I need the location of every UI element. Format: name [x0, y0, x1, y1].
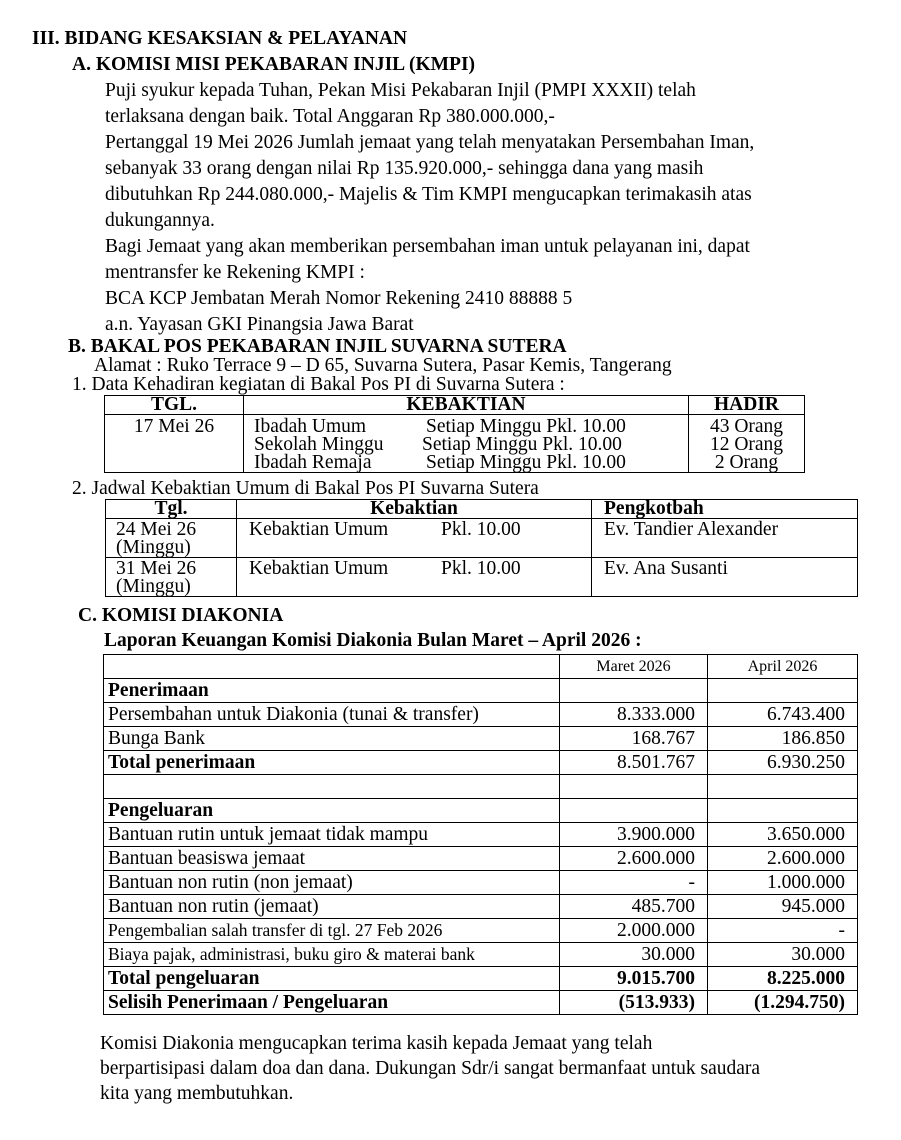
attendance-table: [104, 395, 805, 473]
attendance-header-date: TGL.: [105, 396, 244, 415]
finance-col-march: Maret 2026: [560, 655, 708, 679]
finance-row-label: Persembahan untuk Diakonia (tunai & transfer): [104, 703, 560, 727]
finance-value-march: 30.000: [560, 943, 708, 967]
bakal-pos-address: Alamat : Ruko Terrace 9 – D 65, Suvarna Sutera, Pasar Kemis, Tangerang: [94, 355, 672, 376]
finance-row: [104, 727, 858, 751]
finance-row: [104, 871, 858, 895]
service-name: Ibadah Umum: [254, 416, 367, 437]
service-name: Sekolah Minggu: [254, 434, 384, 455]
schedule-header-preacher: Pengkotbah: [592, 500, 858, 519]
finance-value-march: 8.501.767: [560, 751, 708, 775]
finance-value-march: -: [560, 871, 708, 895]
schedule-day: (Minggu): [116, 576, 191, 597]
schedule-time: Pkl. 10.00: [441, 519, 521, 540]
schedule-table: [105, 499, 858, 597]
finance-row: [104, 967, 858, 991]
finance-row-label: Pengeluaran: [104, 799, 560, 823]
finance-row: [104, 679, 858, 703]
finance-table: [103, 654, 858, 1015]
schedule-preacher: Ev. Tandier Alexander: [592, 519, 858, 558]
schedule-service: Kebaktian Umum: [249, 558, 389, 579]
kmpi-heading: A. KOMISI MISI PEKABARAN INJIL (KMPI): [72, 54, 476, 75]
schedule-date-cell: [106, 558, 237, 597]
schedule-date-cell: [106, 519, 237, 558]
finance-value-april: [708, 679, 858, 703]
finance-value-april: 6.743.400: [708, 703, 858, 727]
finance-value-march: 8.333.000: [560, 703, 708, 727]
attendance-count: 12 Orang: [709, 434, 784, 455]
schedule-service-cell: [237, 558, 592, 597]
finance-row: [104, 991, 858, 1015]
finance-value-april: 3.650.000: [708, 823, 858, 847]
finance-value-april: 6.930.250: [708, 751, 858, 775]
attendance-date: 17 Mei 26: [105, 415, 244, 473]
finance-row: [104, 823, 858, 847]
finance-value-april: -: [708, 919, 858, 943]
finance-row: [104, 919, 858, 943]
attendance-services: [244, 415, 689, 473]
service-name: Ibadah Remaja: [254, 452, 372, 473]
finance-row-label: Pengembalian salah transfer di tgl. 27 Feb 2026: [104, 919, 560, 943]
finance-row-label: Bantuan rutin untuk jemaat tidak mampu: [104, 823, 560, 847]
finance-value-april: [708, 775, 858, 799]
finance-row: [104, 799, 858, 823]
kmpi-line: mentransfer ke Rekening KMPI :: [105, 262, 365, 283]
finance-row-label: Bantuan non rutin (non jemaat): [104, 871, 560, 895]
attendance-header-service: KEBAKTIAN: [244, 396, 689, 415]
kmpi-line: Puji syukur kepada Tuhan, Pekan Misi Pekabaran Injil (PMPI XXXII) telah: [105, 80, 696, 101]
kmpi-line: sebanyak 33 orang dengan nilai Rp 135.920.000,- sehingga dana yang masih: [105, 158, 704, 179]
finance-row-label: Bunga Bank: [104, 727, 560, 751]
finance-value-march: 168.767: [560, 727, 708, 751]
schedule-day: (Minggu): [116, 537, 191, 558]
finance-value-april: 30.000: [708, 943, 858, 967]
schedule-date: 31 Mei 26: [116, 558, 197, 579]
finance-col-april: April 2026: [708, 655, 858, 679]
finance-value-march: 3.900.000: [560, 823, 708, 847]
schedule-service-cell: [237, 519, 592, 558]
schedule-preacher: Ev. Ana Susanti: [592, 558, 858, 597]
kmpi-line: Bagi Jemaat yang akan memberikan persembahan iman untuk pelayanan ini, dapat: [105, 236, 750, 257]
attendance-count: 43 Orang: [709, 416, 784, 437]
schedule-row: [106, 519, 858, 558]
finance-value-march: 485.700: [560, 895, 708, 919]
kmpi-line: BCA KCP Jembatan Merah Nomor Rekening 2410 88888 5: [105, 288, 573, 309]
service-time: Setiap Minggu Pkl. 10.00: [426, 416, 626, 437]
finance-header-row: [104, 655, 858, 679]
finance-value-april: 1.000.000: [708, 871, 858, 895]
kmpi-line: a.n. Yayasan GKI Pinangsia Jawa Barat: [105, 314, 414, 335]
finance-value-march: [560, 679, 708, 703]
schedule-row: [106, 558, 858, 597]
finance-value-april: [708, 799, 858, 823]
finance-row-label: Bantuan beasiswa jemaat: [104, 847, 560, 871]
finance-row-label: Penerimaan: [104, 679, 560, 703]
kmpi-line: dukungannya.: [105, 210, 215, 231]
finance-value-april: 2.600.000: [708, 847, 858, 871]
service-time: Setiap Minggu Pkl. 10.00: [426, 452, 626, 473]
schedule-caption: 2. Jadwal Kebaktian Umum di Bakal Pos PI Suvarna Sutera: [72, 478, 539, 499]
attendance-count: 2 Orang: [714, 452, 779, 473]
finance-value-march: (513.933): [560, 991, 708, 1015]
finance-row-label: Biaya pajak, administrasi, buku giro & materai bank: [104, 943, 560, 967]
finance-value-march: 2.000.000: [560, 919, 708, 943]
finance-row: [104, 703, 858, 727]
finance-row-label: [104, 775, 560, 799]
closing-line: berpartisipasi dalam doa dan dana. Dukungan Sdr/i sangat bermanfaat untuk saudara: [100, 1058, 761, 1079]
kmpi-line: terlaksana dengan baik. Total Anggaran Rp 380.000.000,-: [105, 106, 555, 127]
attendance-caption: 1. Data Kehadiran kegiatan di Bakal Pos PI di Suvarna Sutera :: [72, 374, 565, 395]
closing-line: kita yang membutuhkan.: [100, 1083, 294, 1104]
finance-header-blank: [104, 655, 560, 679]
finance-value-march: [560, 799, 708, 823]
attendance-header-count: HADIR: [689, 396, 805, 415]
kmpi-line: Pertanggal 19 Mei 2026 Jumlah jemaat yang telah menyatakan Persembahan Iman,: [105, 132, 755, 153]
finance-value-april: (1.294.750): [708, 991, 858, 1015]
finance-value-april: 8.225.000: [708, 967, 858, 991]
finance-value-march: 9.015.700: [560, 967, 708, 991]
finance-row-label: Bantuan non rutin (jemaat): [104, 895, 560, 919]
finance-row: [104, 751, 858, 775]
diakonia-report-title: Laporan Keuangan Komisi Diakonia Bulan Maret – April 2026 :: [104, 630, 642, 651]
finance-row-label: Total penerimaan: [104, 751, 560, 775]
finance-value-april: 945.000: [708, 895, 858, 919]
section-title: III. BIDANG KESAKSIAN & PELAYANAN: [32, 28, 408, 49]
diakonia-heading: C. KOMISI DIAKONIA: [78, 605, 284, 626]
service-time: Setiap Minggu Pkl. 10.00: [422, 434, 622, 455]
schedule-header-date: Tgl.: [106, 500, 237, 519]
finance-row: [104, 895, 858, 919]
schedule-date: 24 Mei 26: [116, 519, 197, 540]
attendance-counts: [689, 415, 805, 473]
schedule-header-service: Kebaktian: [237, 500, 592, 519]
finance-row: [104, 775, 858, 799]
finance-row-label: Total pengeluaran: [104, 967, 560, 991]
finance-row-label: Selisih Penerimaan / Pengeluaran: [104, 991, 560, 1015]
bakal-pos-heading: B. BAKAL POS PEKABARAN INJIL SUVARNA SUTERA: [68, 336, 567, 357]
finance-value-march: [560, 775, 708, 799]
attendance-service-row: [254, 454, 682, 472]
closing-line: Komisi Diakonia mengucapkan terima kasih kepada Jemaat yang telah: [100, 1033, 653, 1054]
kmpi-line: dibutuhkan Rp 244.080.000,- Majelis & Tim KMPI mengucapkan terimakasih atas: [105, 184, 752, 205]
schedule-time: Pkl. 10.00: [441, 558, 521, 579]
finance-value-april: 186.850: [708, 727, 858, 751]
finance-value-march: 2.600.000: [560, 847, 708, 871]
finance-row: [104, 847, 858, 871]
finance-row: [104, 943, 858, 967]
schedule-service: Kebaktian Umum: [249, 519, 389, 540]
